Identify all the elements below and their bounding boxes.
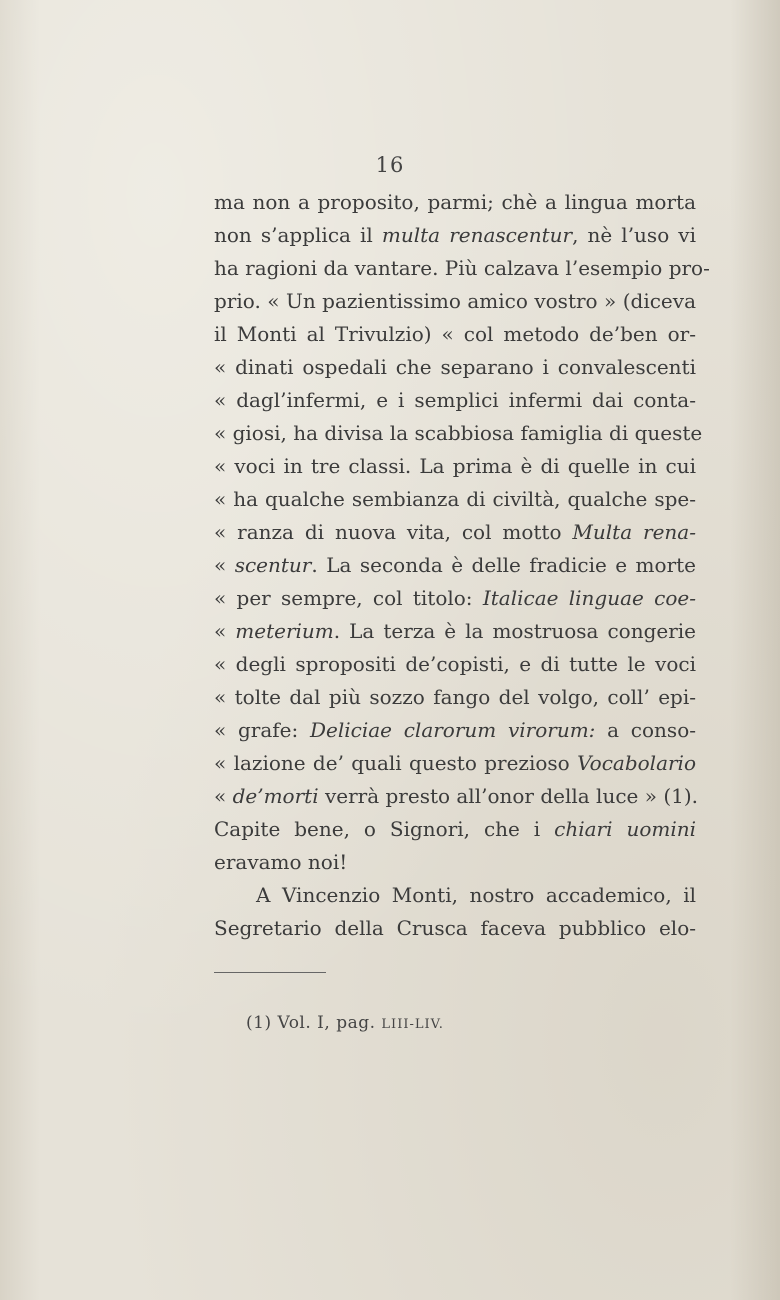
text-line — [214, 351, 696, 384]
text-segment: , nè l’uso vi — [572, 223, 697, 247]
text-line — [214, 912, 696, 945]
text-segment: « dinati ospedali che separano i convalescenti — [214, 355, 696, 379]
text-segment: il Monti al Trivulzio) « col metodo de’ben or- — [214, 322, 696, 346]
text-line — [214, 417, 703, 450]
italic-text: Deliciae clarorum virorum: — [309, 718, 596, 742]
text-line — [214, 714, 696, 747]
text-segment: « dagl’infermi, e i semplici infermi dai conta- — [214, 388, 696, 412]
text-segment: a conso- — [595, 718, 696, 742]
footnote-text: (1) Vol. I, pag. — [246, 1013, 382, 1033]
footnote-pages: LIII-LIV. — [381, 1017, 444, 1032]
footnote — [246, 1013, 444, 1033]
text-segment: « per sempre, col titolo: — [214, 586, 483, 610]
text-line — [214, 879, 696, 912]
italic-text: chiari uomini — [554, 817, 696, 841]
text-segment: « — [214, 553, 235, 577]
text-line — [214, 252, 710, 285]
text-line — [214, 615, 696, 648]
text-segment: Capite bene, o Signori, che i — [214, 817, 555, 841]
text-segment: . La terza è la mostruosa congerie — [333, 619, 697, 643]
text-segment: « degli spropositi de’copisti, e di tutte le voci — [214, 652, 696, 676]
text-segment: prio. « Un pazientissimo amico vostro » (diceva — [214, 289, 696, 313]
text-line — [214, 846, 696, 879]
italic-text: de’morti — [232, 784, 319, 808]
text-line — [214, 747, 696, 780]
body-text — [214, 186, 710, 945]
text-line — [214, 582, 696, 615]
text-segment: . La seconda è delle fradicie e morte — [311, 553, 696, 577]
text-line — [214, 516, 696, 549]
text-line — [214, 450, 696, 483]
text-segment: « giosi, ha divisa la scabbiosa famiglia di queste — [214, 421, 703, 445]
text-segment: verrà presto all’onor della luce » (1). — [318, 784, 699, 808]
text-segment: « ha qualche sembianza di civiltà, qualche spe- — [214, 487, 696, 511]
text-segment: ma non a proposito, parmi; chè a lingua morta — [214, 190, 696, 214]
text-segment: « — [214, 784, 233, 808]
page-number: 16 — [375, 153, 405, 177]
text-line — [214, 681, 696, 714]
text-segment: ha ragioni da vantare. Più calzava l’esempio pro- — [214, 256, 710, 280]
text-line — [214, 384, 696, 417]
italic-text: Vocabolario — [577, 751, 696, 775]
text-segment: Segretario della Crusca faceva pubblico elo- — [214, 916, 696, 940]
text-line — [214, 186, 696, 219]
footnote-separator — [214, 972, 326, 973]
text-segment: « grafe: — [214, 718, 310, 742]
italic-text: scentur — [234, 553, 312, 577]
text-segment: eravamo noi! — [214, 850, 348, 874]
text-line — [214, 648, 696, 681]
text-line — [214, 219, 696, 252]
text-segment: « tolte dal più sozzo fango del volgo, coll’ epi- — [214, 685, 696, 709]
text-segment: « ranza di nuova vita, col motto — [214, 520, 573, 544]
text-segment: « — [214, 619, 236, 643]
text-line — [214, 483, 696, 516]
text-line — [214, 549, 696, 582]
text-line — [214, 780, 699, 813]
italic-text: multa renascentur — [381, 223, 573, 247]
italic-text: meterium — [235, 619, 334, 643]
text-segment: non s’applica il — [214, 223, 382, 247]
text-segment: A Vincenzio Monti, nostro accademico, il — [256, 883, 696, 907]
italic-text: Multa rena- — [572, 520, 696, 544]
text-line — [214, 285, 696, 318]
italic-text: Italicae linguae coe- — [482, 586, 696, 610]
text-line — [214, 318, 696, 351]
text-segment: « lazione de’ quali questo prezioso — [214, 751, 578, 775]
text-segment: « voci in tre classi. La prima è di quelle in cui — [214, 454, 696, 478]
text-line — [214, 813, 696, 846]
